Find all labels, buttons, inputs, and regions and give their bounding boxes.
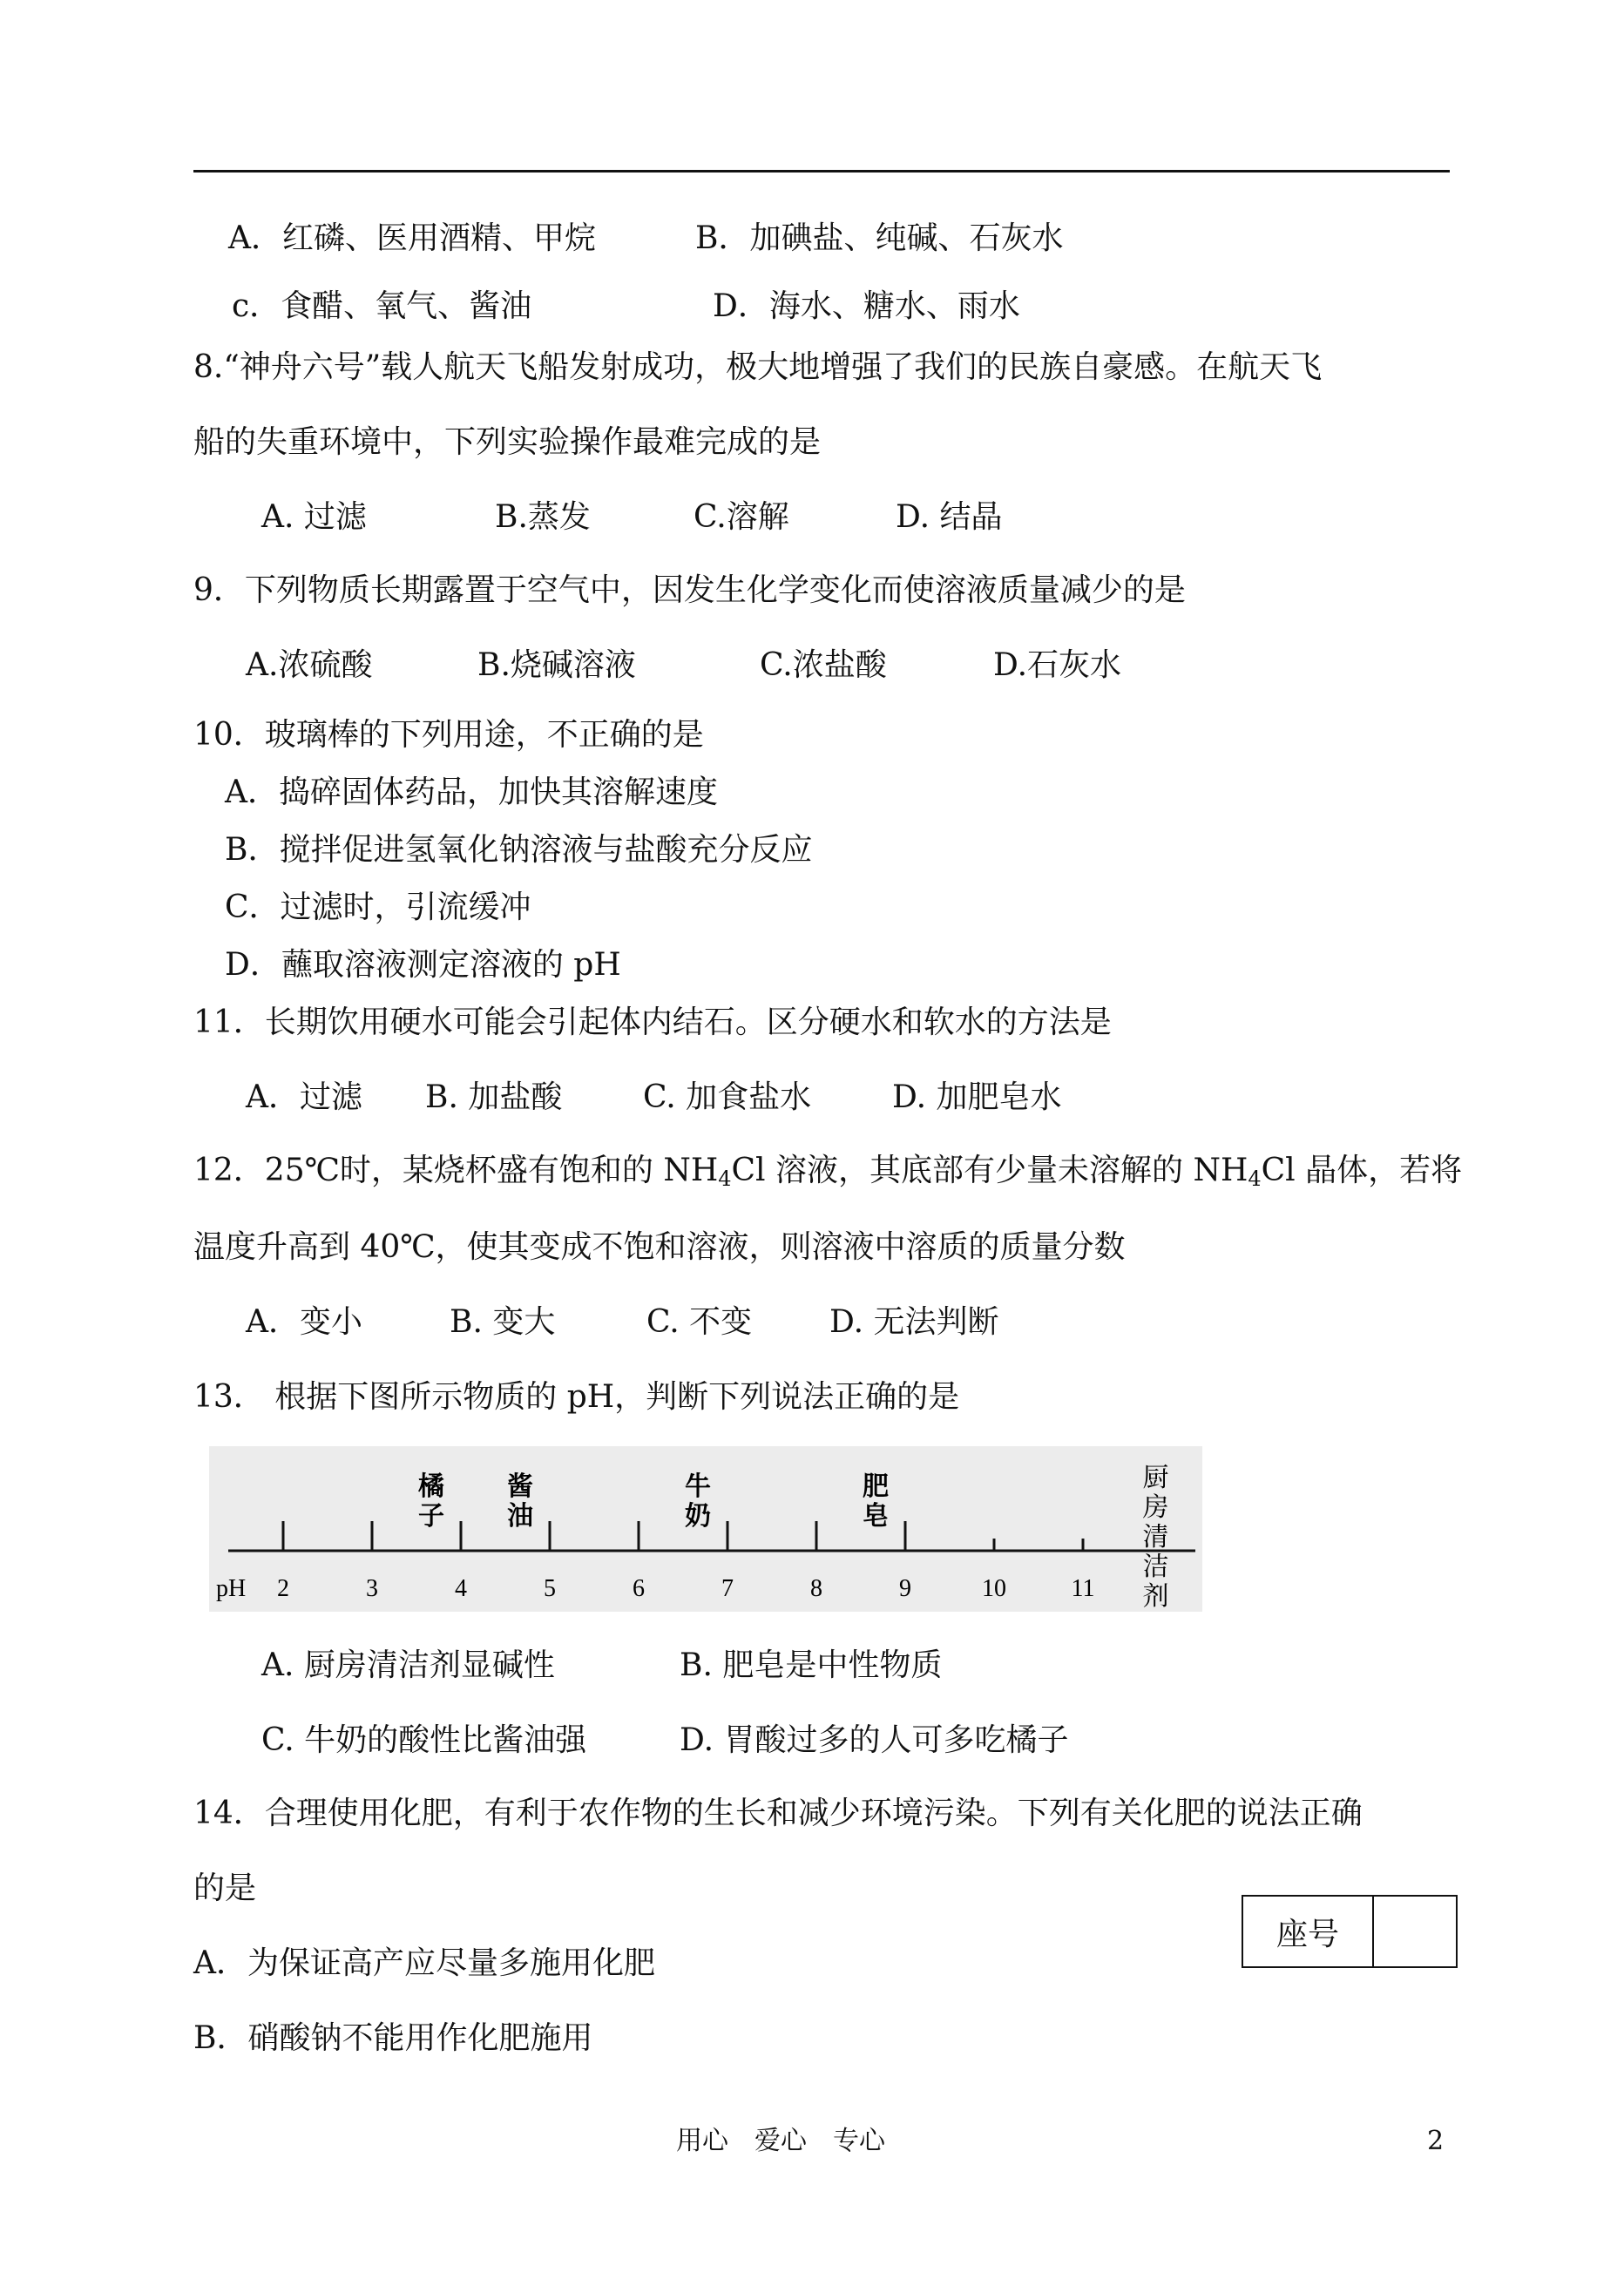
ph-tick-label: 3	[366, 1575, 378, 1602]
q11-option-b: B. 加盐酸	[425, 1079, 563, 1115]
ph-tick-label: 9	[899, 1575, 911, 1602]
q11-option-d: D. 加肥皂水	[892, 1079, 1062, 1115]
q14-option-a: A．为保证高产应尽量多施用化肥	[193, 1945, 655, 1981]
q12-stem-line1: 12．25℃时，某烧杯盛有饱和的 $NH_4Cl$ 溶液，其底部有少量未溶解的 $NH_4Cl$ 晶体，若将	[193, 1153, 1463, 1191]
q9-option-d: D.石灰水	[993, 647, 1122, 683]
q10-option-b: B．搅拌促进氢氧化钠溶液与盐酸充分反应	[225, 832, 813, 868]
q10-option-a: A．捣碎固体药品，加快其溶解速度	[225, 774, 718, 810]
ph-substance-label-char: 酱	[507, 1471, 533, 1502]
q9-option-c: C.浓盐酸	[760, 647, 887, 683]
q9-stem: 9．下列物质长期露置于空气中，因发生化学变化而使溶液质量减少的是	[193, 572, 1186, 608]
ph-tick-label: 11	[1071, 1575, 1095, 1602]
q7-option-b: B．加碘盐、纯碱、石灰水	[695, 220, 1064, 256]
q12-option-b: B. 变大	[450, 1304, 556, 1340]
ph-tick-label: 5	[544, 1575, 556, 1602]
ph-tick-label: 8	[810, 1575, 822, 1602]
seat-number-box	[1242, 1895, 1458, 1968]
q13-option-d: D. 胃酸过多的人可多吃橘子	[680, 1722, 1069, 1758]
q9-option-a: A.浓硫酸	[246, 647, 373, 683]
q11-stem: 11．长期饮用硬水可能会引起体内结石。区分硬水和软水的方法是	[193, 1004, 1112, 1040]
q14-option-b: B．硝酸钠不能用作化肥施用	[193, 2020, 593, 2056]
q10-stem: 10．玻璃棒的下列用途，不正确的是	[193, 717, 704, 753]
ph-tick-label: 2	[277, 1575, 289, 1602]
ph-substance-label-char: 清	[1142, 1522, 1169, 1552]
q11-option-c: C. 加食盐水	[643, 1079, 812, 1115]
q13-option-a: A. 厨房清洁剂显碱性	[261, 1647, 555, 1683]
q14-stem-line1: 14．合理使用化肥，有利于农作物的生长和减少环境污染。下列有关化肥的说法正确	[193, 1796, 1363, 1831]
ph-substance-label-char: 牛	[685, 1471, 711, 1502]
ph-substance-label-char: 皂	[863, 1501, 889, 1532]
ph-substance-label-char: 子	[418, 1501, 444, 1532]
ph-tick-label: 7	[721, 1575, 734, 1602]
q8-option-d: D. 结晶	[896, 499, 1003, 535]
seat-number-label: 座号	[1243, 1897, 1374, 1966]
ph-substance-label-char: 洁	[1142, 1552, 1169, 1582]
ph-tick-label: 6	[633, 1575, 645, 1602]
q12-option-d: D. 无法判断	[829, 1304, 999, 1340]
q9-option-b: B.烧碱溶液	[477, 647, 636, 683]
ph-substance-label-char: 剂	[1142, 1581, 1169, 1612]
q7-option-d: D．海水、糖水、雨水	[713, 288, 1020, 324]
q7-option-c: c．食醋、氧气、酱油	[232, 288, 532, 324]
q14-stem-line2: 的是	[193, 1870, 257, 1906]
q10-option-d: D．蘸取溶液测定溶液的 pH	[225, 947, 621, 983]
ph-substance-label-char: 房	[1142, 1492, 1169, 1523]
q13-option-b: B. 肥皂是中性物质	[680, 1647, 943, 1683]
q13-stem: 13． 根据下图所示物质的 pH，判断下列说法正确的是	[193, 1379, 960, 1415]
q8-option-c: C.溶解	[694, 499, 789, 535]
q8-option-b: B.蒸发	[495, 499, 591, 535]
q8-stem-line1: 8.“神舟六号”载人航天飞船发射成功，极大地增强了我们的民族自豪感。在航天飞	[193, 349, 1323, 385]
q8-option-a: A. 过滤	[261, 499, 367, 535]
ph-tick-label: 4	[455, 1575, 467, 1602]
q11-option-a: A．过滤	[246, 1079, 362, 1115]
ph-substance-label-char: 油	[507, 1501, 533, 1532]
q8-stem-line2: 船的失重环境中，下列实验操作最难完成的是	[193, 424, 822, 460]
ph-scale-diagram	[209, 1446, 1202, 1612]
q12-stem-line2: 温度升高到 40℃，使其变成不饱和溶液，则溶液中溶质的质量分数	[193, 1229, 1126, 1265]
header-rule	[193, 170, 1450, 172]
ph-tick-label: 10	[982, 1575, 1006, 1602]
ph-substance-label-char: 厨	[1142, 1463, 1169, 1493]
ph-substance-label-char: 肥	[863, 1471, 889, 1502]
page-number: 2	[1427, 2126, 1445, 2156]
q13-option-c: C. 牛奶的酸性比酱油强	[261, 1722, 587, 1758]
footer-motto: 用心 爱心 专心	[676, 2126, 885, 2156]
q7-option-a: A．红磷、医用酒精、甲烷	[228, 220, 596, 256]
ph-substance-label-char: 奶	[685, 1501, 711, 1532]
q12-option-a: A．变小	[246, 1304, 362, 1340]
q12-option-c: C. 不变	[646, 1304, 753, 1340]
ph-substance-label-char: 橘	[418, 1471, 444, 1502]
seat-number-field[interactable]	[1374, 1897, 1456, 1966]
q10-option-c: C．过滤时，引流缓冲	[225, 889, 531, 925]
ph-axis-label: pH	[216, 1575, 247, 1602]
